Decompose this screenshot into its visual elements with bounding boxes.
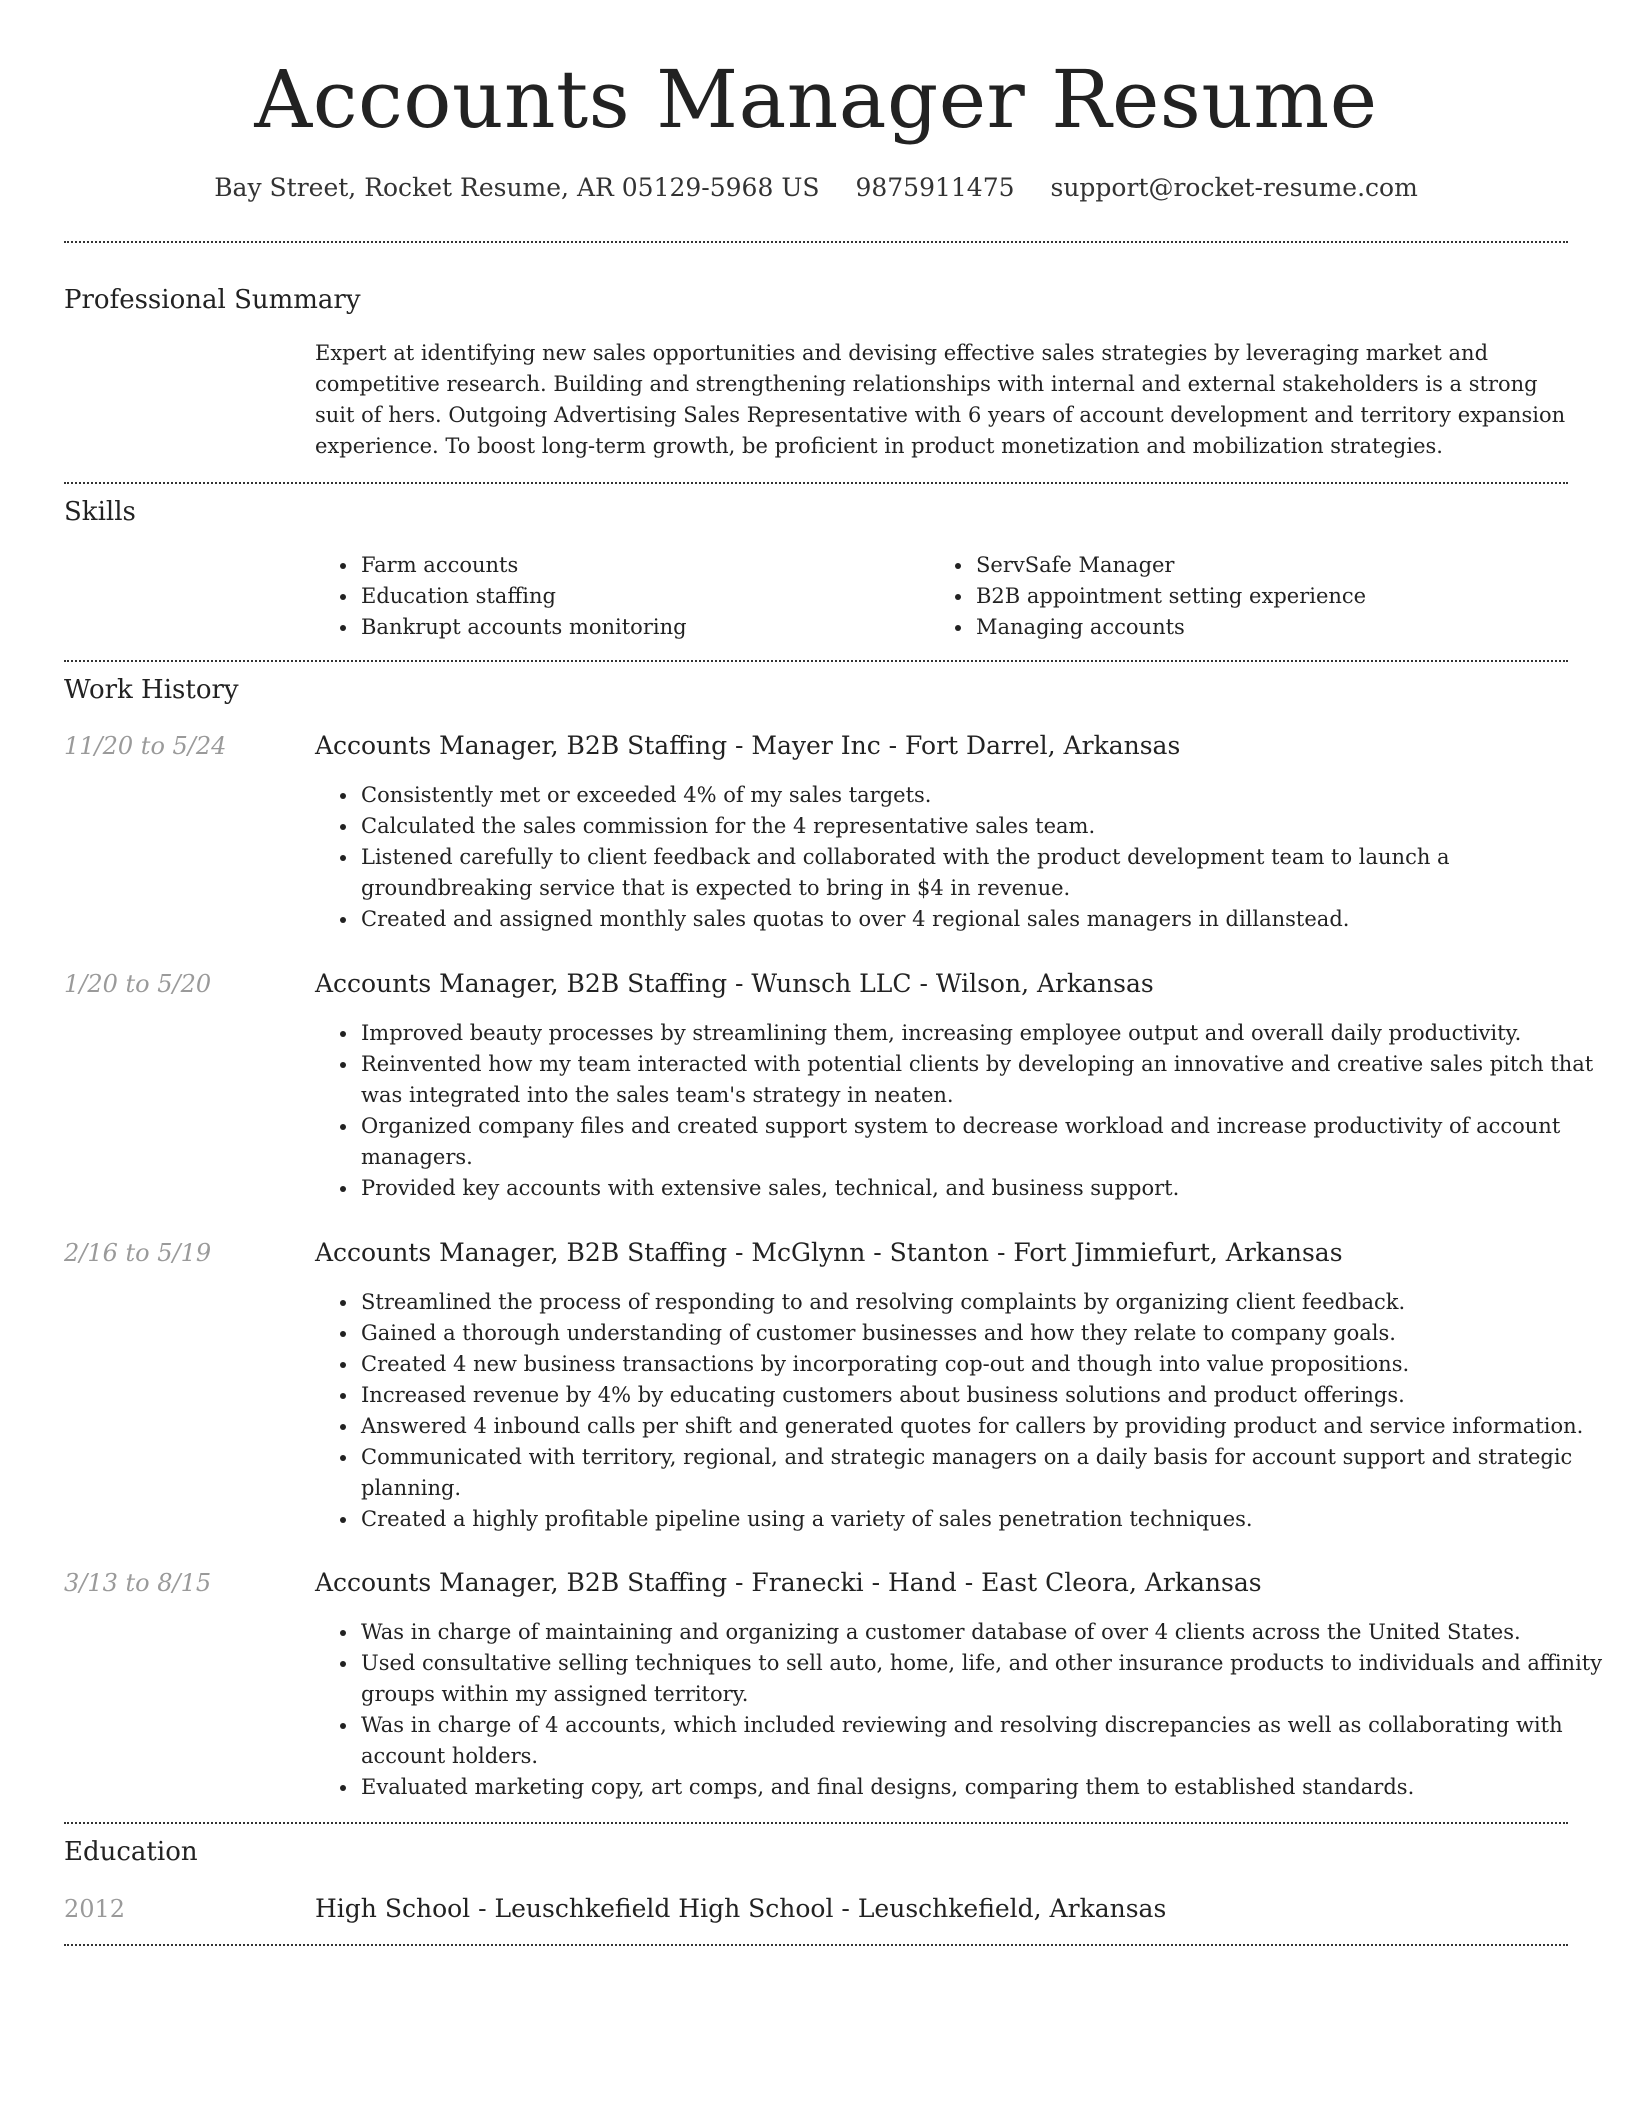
skill-item: • ServSafe Manager [974,550,1366,581]
work-heading: Work History [64,675,239,705]
job-bullet: • Created and assigned monthly sales quotas to over 4 regional sales managers in dillanstead. [359,904,1612,935]
contact-line [0,170,1632,206]
divider [64,660,1568,662]
education-date: 2012 [64,1895,126,1923]
job-bullets [315,1617,1612,1803]
job-bullet: • Created a highly profitable pipeline using a variety of sales penetration techniques. [359,1504,1612,1535]
job-date: 11/20 to 5/24 [64,732,227,760]
skill-item: • Farm accounts [359,550,687,581]
education-heading: Education [64,1837,198,1867]
job-bullet: • Answered 4 inbound calls per shift and generated quotes for callers by providing product and service information. [359,1411,1612,1442]
job-bullet: • Was in charge of maintaining and organizing a customer database of over 4 clients across the United States. [359,1617,1612,1648]
job-bullet: • Communicated with territory, regional, and strategic managers on a daily basis for account support and strategic planning. [359,1442,1612,1504]
job-date: 3/13 to 8/15 [64,1569,212,1597]
job-bullet: • Listened carefully to client feedback and collaborated with the product development team to launch a groundbreaking service that is expected to bring in $4 in revenue. [359,842,1612,904]
contact-address: Bay Street, Rocket Resume, AR 05129-5968 US [214,173,820,202]
skill-item: • B2B appointment setting experience [974,581,1366,612]
divider [64,482,1568,484]
education-entry: High School - Leuschkefield High School - Leuschkefield, Arkansas [315,1894,1167,1923]
skill-item: • Bankrupt accounts monitoring [359,612,687,643]
job-title: Accounts Manager, B2B Staffing - McGlynn - Stanton - Fort Jimmiefurt, Arkansas [315,1238,1343,1267]
resume-title: Accounts Manager Resume [254,53,1378,146]
skills-heading: Skills [64,497,136,527]
divider [64,241,1568,243]
contact-phone: 9875911475 [855,173,1015,202]
job-bullet: • Gained a thorough understanding of customer businesses and how they relate to company goals. [359,1318,1612,1349]
skills-list-left [315,550,687,643]
job-bullet: • Reinvented how my team interacted with potential clients by developing an innovative and creative sales pitch that was integrated into the sales team's strategy in neaten. [359,1049,1612,1111]
job-bullet: • Was in charge of 4 accounts, which included reviewing and resolving discrepancies as well as collaborating with account holders. [359,1710,1612,1772]
summary-text: Expert at identifying new sales opportunities and devising effective sales strategies by leveraging market and competitive research. Building and strengthening relationships with internal and external stakeholders is a strong suit of hers. Outgoing Advertising Sales Representative with 6 years of account development and territory expansion experience. To boost long-term growth, be proficient in product monetization and mobilization strategies. [315,341,1566,458]
summary-heading: Professional Summary [64,285,361,315]
job-bullet: • Streamlined the process of responding to and resolving complaints by organizing client feedback. [359,1287,1612,1318]
job-bullet: • Improved beauty processes by streamlining them, increasing employee output and overall daily productivity. [359,1018,1612,1049]
job-bullets [315,1018,1612,1204]
job-bullet: • Evaluated marketing copy, art comps, and final designs, comparing them to established standards. [359,1772,1612,1803]
job-bullets [315,1287,1612,1535]
job-bullet: • Used consultative selling techniques to sell auto, home, life, and other insurance products to individuals and affinity groups within my assigned territory. [359,1648,1612,1710]
job-bullet: • Calculated the sales commission for the 4 representative sales team. [359,811,1612,842]
job-title: Accounts Manager, B2B Staffing - Franecki - Hand - East Cleora, Arkansas [315,1568,1262,1597]
job-date: 1/20 to 5/20 [64,970,212,998]
job-title: Accounts Manager, B2B Staffing - Mayer Inc - Fort Darrel, Arkansas [315,731,1181,760]
job-title: Accounts Manager, B2B Staffing - Wunsch LLC - Wilson, Arkansas [315,969,1154,998]
skill-item: • Education staffing [359,581,687,612]
job-date: 2/16 to 5/19 [64,1239,212,1267]
divider [64,1944,1568,1946]
skill-item: • Managing accounts [974,612,1366,643]
job-bullet: • Provided key accounts with extensive sales, technical, and business support. [359,1173,1612,1204]
job-bullet: • Consistently met or exceeded 4% of my sales targets. [359,780,1612,811]
job-bullet: • Organized company files and created support system to decrease workload and increase productivity of account managers. [359,1111,1612,1173]
skills-list-right [930,550,1366,643]
job-bullet: • Increased revenue by 4% by educating customers about business solutions and product offerings. [359,1380,1612,1411]
contact-email: support@rocket-resume.com [1050,173,1418,202]
job-bullet: • Created 4 new business transactions by incorporating cop-out and though into value propositions. [359,1349,1612,1380]
job-bullets [315,780,1612,935]
divider [64,1822,1568,1824]
